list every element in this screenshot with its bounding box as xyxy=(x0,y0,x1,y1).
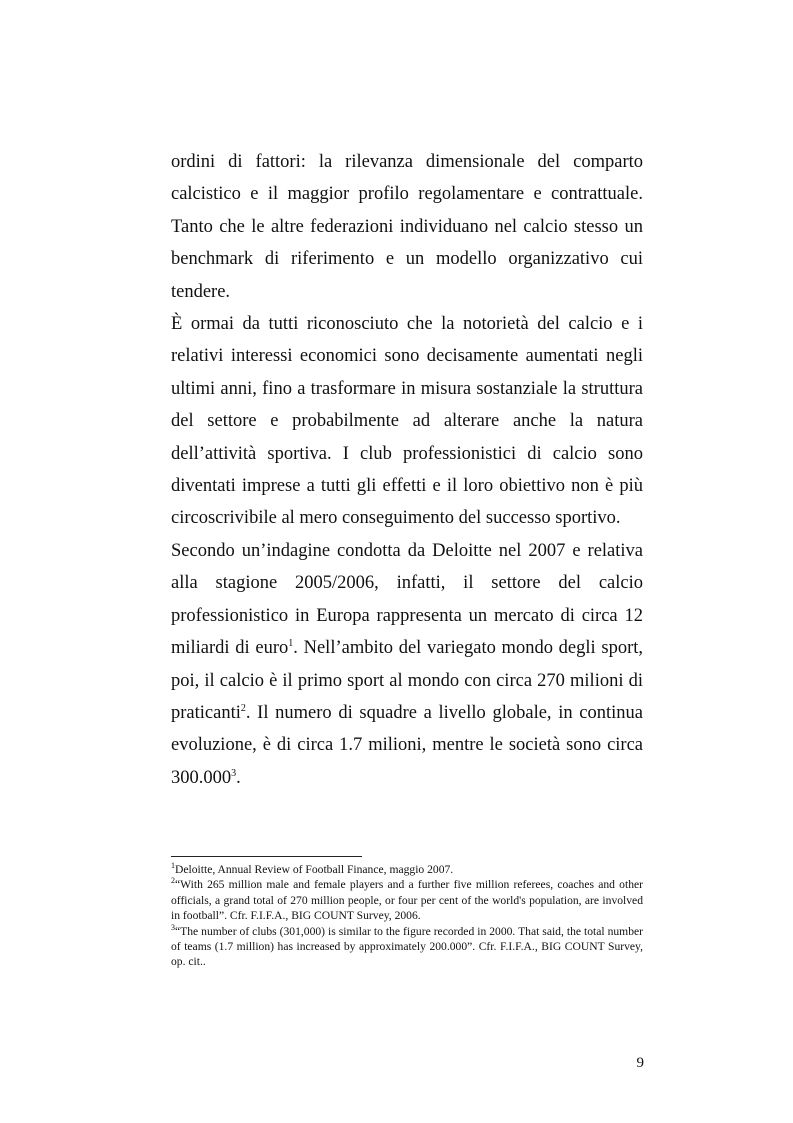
footnote-2 xyxy=(171,877,643,923)
footnote-1-number: 1 xyxy=(171,861,175,871)
footnote-divider xyxy=(171,856,362,857)
paragraph-3 xyxy=(171,535,643,794)
footnotes xyxy=(171,862,643,970)
footnote-1-text: Deloitte, Annual Review of Football Finance, maggio 2007. xyxy=(175,863,454,876)
footnote-3-text: “The number of clubs (301,000) is similar to the figure recorded in 2000. That said, the total number of teams (1.7 million) has increased by approximately 200.000”. Cfr. F.I.F.A., BIG COUNT Survey, op. cit.. xyxy=(171,924,643,969)
footnote-ref-2: 2 xyxy=(240,702,246,714)
paragraph-1: ordini di fattori: la rilevanza dimensionale del comparto calcistico e il maggior profilo regolamentare e contrattuale. Tanto che le altre federazioni individuano nel calcio stesso un benchmark di riferimento e un modello organizzativo cui tendere. xyxy=(171,152,643,302)
paragraph-3-part-c: . Il numero di squadre a livello globale, in continua evoluzione, è di circa 1.7 milioni, mentre le società sono circa 300.000 xyxy=(171,702,643,788)
paragraph-2: È ormai da tutti riconosciuto che la notorietà del calcio e i relativi interessi economici sono decisamente aumentati negli ultimi anni, fino a trasformare in misura sostanziale la struttura del settore e probabilmente ad alterare anche la natura dell’attività sportiva. I club professionistici di calcio sono diventati imprese a tutti gli effetti e il loro obiettivo non è più circoscrivibile al mero conseguimento del successo sportivo. xyxy=(171,314,643,529)
footnote-ref-3: 3 xyxy=(231,767,237,779)
footnote-1 xyxy=(171,862,643,877)
paragraph-3-part-d: . xyxy=(236,767,241,788)
footnote-3-number: 3 xyxy=(171,922,175,932)
body-text xyxy=(171,146,643,794)
paragraph-3-part-b: . Nell’ambito del variegato mondo degli sport, poi, il calcio è il primo sport al mondo con circa 270 milioni di praticanti xyxy=(171,638,643,723)
footnote-2-text: “With 265 million male and female players and a further five million referees, coaches and other officials, a grand total of 270 million people, or four per cent of the world's population, are involved in football”. Cfr. F.I.F.A., BIG COUNT Survey, 2006. xyxy=(171,878,643,923)
page-number: 9 xyxy=(636,1055,644,1071)
footnote-2-number: 2 xyxy=(171,876,175,886)
footnote-ref-1: 1 xyxy=(288,637,294,649)
footnote-3 xyxy=(171,924,643,970)
paragraph-3-part-a: Secondo un’indagine condotta da Deloitte nel 2007 e relativa alla stagione 2005/2006, infatti, il settore del calcio professionistico in Europa rappresenta un mercato di circa 12 miliardi di euro xyxy=(171,540,643,659)
